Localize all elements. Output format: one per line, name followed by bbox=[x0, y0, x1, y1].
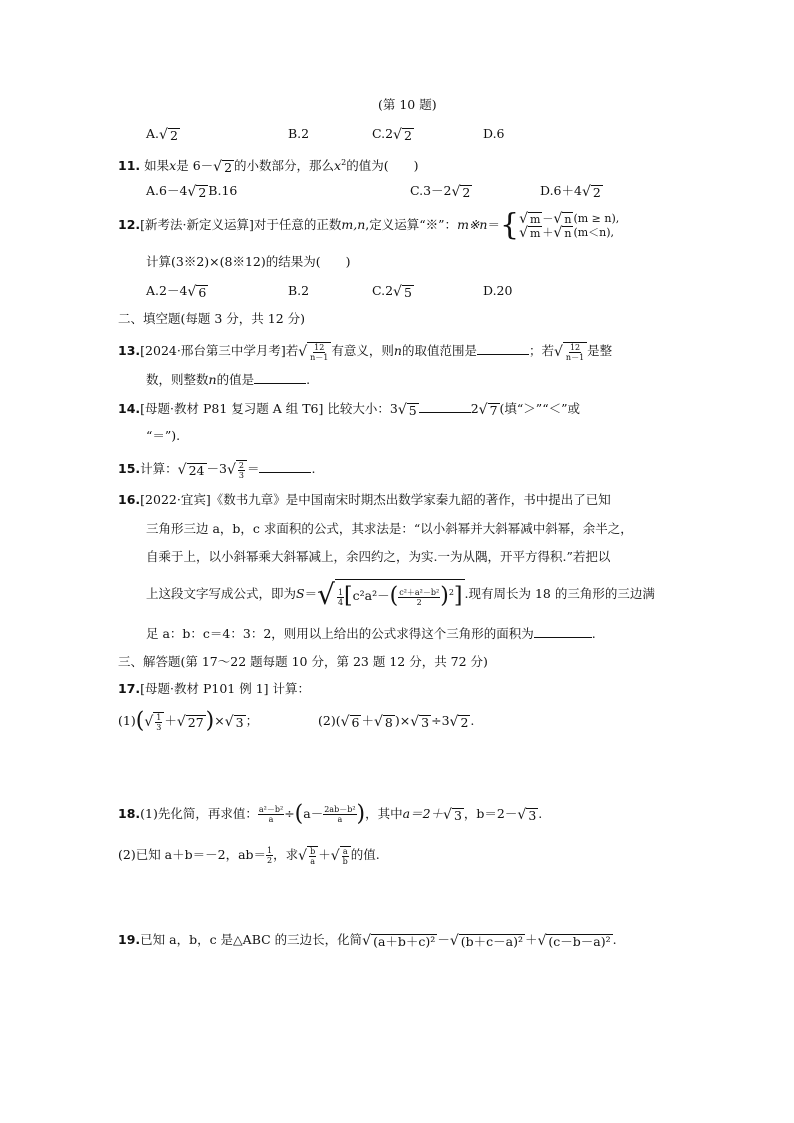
q11-option-c: C.3－2√ 2 bbox=[410, 183, 471, 200]
q16-line3: 自乘于上，以小斜幂乘大斜幂减上，余四约之，为实.一为从隅，开平方得积.”若把以 bbox=[146, 549, 611, 564]
q10-option-c: C.2√ 2 bbox=[372, 126, 412, 143]
q11-option-d: D.6＋4√ 2 bbox=[540, 183, 601, 200]
q13-line2: 数，则整数n的值是 . bbox=[146, 372, 311, 387]
q16-line5: 足 a：b：c＝4：3：2，则用以上给出的公式求得这个三角形的面积为 . bbox=[146, 626, 596, 641]
q18-part2: (2)已知 a＋b＝－2，ab＝ $\frac{1}{2}$ ，求√ $\frac{b}{a}$ ＋√ $\frac{a}{b}$ 的值. bbox=[118, 846, 380, 866]
q13-blank-1[interactable] bbox=[477, 354, 529, 355]
q12-option-a: A.2－4√ 6 bbox=[146, 283, 207, 300]
q16-formula: √ $\frac{1}{4}$ [c²a²－( $\frac{\text{c²＋a²－b²}}{2}$ )$^2$] bbox=[317, 577, 463, 611]
q11-stem: 11. 如果x是 6－√ 2 的小数部分，那么$x^2$的值为( ) bbox=[118, 158, 419, 175]
q10-option-d: D.6 bbox=[483, 126, 505, 141]
q16-blank[interactable] bbox=[534, 637, 592, 638]
q12-cases: √ m －√ n (m ≥ n), √ m ＋√ n (m＜n), bbox=[519, 210, 620, 241]
q17-part1: (1)(√ $\frac{1}{3}$ ＋√ 27)×√ 3 ； bbox=[118, 708, 259, 734]
q12-stem: 12.[新考法·新定义运算]对于任意的正数m,n,定义运算“※”：m※n＝{ √ m －√ n (m ≥ n), √ m ＋√ n (m＜n), bbox=[118, 207, 620, 243]
q15-stem: 15.计算：√ 24 －3√ $\frac{2}{3}$ ＝ . bbox=[118, 460, 316, 480]
q16-line2: 三角形三边 a，b，c 求面积的公式，其求法是：“以小斜幂并大斜幂减中斜幂，余半之， bbox=[146, 521, 633, 536]
q12-option-b: B.2 bbox=[288, 283, 310, 298]
q11-option-a: A.6－4√ 2 B.16 bbox=[146, 183, 238, 200]
q17-stem: 17.[母题·教材 P101 例 1] 计算： bbox=[118, 681, 310, 696]
q16-line4: 上这段文字写成公式，即为S＝√ $\frac{1}{4}$ [c²a²－( $\frac{\text{c²＋a²－b²}}{2}$ )$^2$] .现有周长为 18 的三角形的三边满 bbox=[146, 577, 655, 611]
q19-stem: 19.已知 a，b，c 是△ABC 的三边长，化简√ (a＋b＋c)² －√ (b＋c－a)² ＋√ (c－b－a)² . bbox=[118, 932, 617, 949]
section-3-heading: 三、解答题(第 17～22 题每题 10 分，第 23 题 12 分，共 72 分) bbox=[118, 654, 488, 669]
q10-option-b: B.2 bbox=[288, 126, 310, 141]
q12-line2: 计算(3※2)×(8※12)的结果为( ) bbox=[146, 254, 351, 269]
q13-blank-2[interactable] bbox=[254, 383, 306, 384]
figure-caption: (第 10 题) bbox=[378, 97, 437, 112]
q10-option-a: A.√ 2 bbox=[146, 126, 178, 143]
q15-blank[interactable] bbox=[259, 472, 311, 473]
q17-part2: (2)(√ 6 ＋√ 8 )×√ 3 ÷3√ 2 . bbox=[318, 713, 475, 730]
section-2-heading: 二、填空题(每题 3 分，共 12 分) bbox=[118, 311, 306, 326]
q14-line2: “＝”). bbox=[146, 428, 181, 443]
q14-stem: 14.[母题·教材 P81 复习题 A 组 T6] 比较大小：3√ 5 2√ 7 (填“＞”“＜”或 bbox=[118, 401, 580, 418]
q16-line1: 16.[2022·宜宾]《数书九章》是中国南宋时期杰出数学家秦九韶的著作，书中提出了已知 bbox=[118, 492, 611, 507]
q12-option-d: D.20 bbox=[483, 283, 513, 298]
q14-blank[interactable] bbox=[419, 412, 471, 413]
q12-option-c: C.2√ 5 bbox=[372, 283, 412, 300]
q18-part1: 18.(1)先化简，再求值： $\frac{\text{a²－b²}}{a}$ ÷(a－ $\frac{\text{2ab－b²}}{a}$ )，其中a＝2＋√ 3 ，b＝2－√ 3 . bbox=[118, 801, 543, 827]
q13-stem: 13.[2024·邢台第三中学月考]若√ $\frac{12}{n-1}$ 有意义，则n的取值范围是 ；若√ $\frac{12}{n-1}$ 是整 bbox=[118, 342, 613, 362]
